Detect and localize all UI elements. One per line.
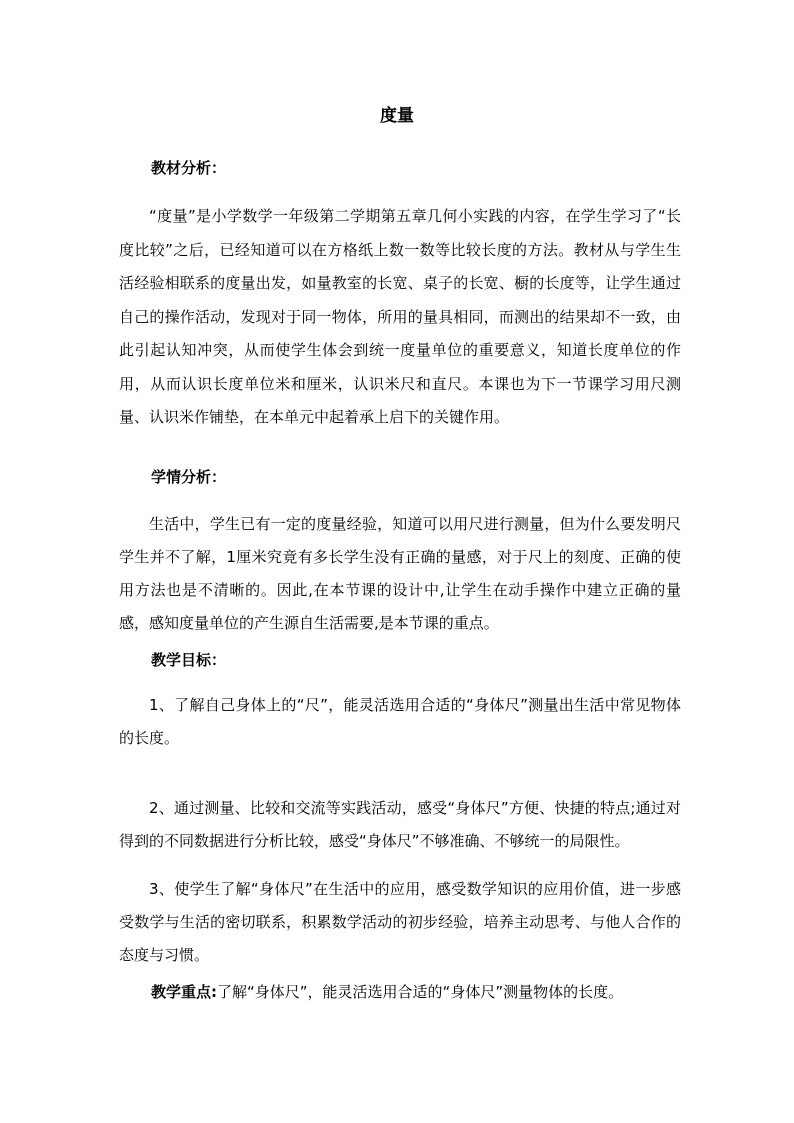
key-point-line [151, 981, 691, 1003]
teaching-goal-item-3: 3、使学生了解“身体尺”在生活中的应用，感受数学知识的应用价值，进一步感受数学与生活的密切联系，积累数学活动的初步经验，培养主动思考、与他人合作的态度与习惯。 [119, 880, 681, 964]
key-point-text: 了解“身体尺”，能灵活选用合适的“身体尺”测量物体的长度。 [217, 983, 624, 1001]
teaching-goals-heading: 教学目标： [151, 651, 227, 669]
material-analysis-heading: 教材分析： [151, 159, 227, 177]
teaching-goal-item-1: 1、了解自己身体上的“尺”，能灵活选用合适的“身体尺”测量出生活中常见物体的长度。 [119, 696, 681, 747]
student-analysis-paragraph: 生活中，学生已有一定的度量经验，知道可以用尺进行测量，但为什么要发明尺学生并不了解，1厘米究竟有多长学生没有正确的量感，对于尺上的刻度、正确的使用方法也是不清晰的。因此,在本节课的设计中,让学生在动手操作中建立正确的量感，感知度量单位的产生源自生活需要,是本节课的重点。 [119, 515, 681, 632]
key-point-label: 教学重点: [151, 983, 217, 1001]
page-title: 度量 [380, 106, 414, 126]
material-analysis-paragraph: “度量”是小学数学一年级第二学期第五章几何小实践的内容，在学生学习了“长度比较”之后，已经知道可以在方格纸上数一数等比较长度的方法。教材从与学生生活经验相联系的度量出发，如量教室的长宽、桌子的长宽、橱的长度等，让学生通过自己的操作活动，发现对于同一物体，所用的量具相同，而测出的结果却不一致，由此引起认知冲突，从而使学生体会到统一度量单位的重要意义，知道长度单位的作用，从而认识长度单位米和厘米，认识米尺和直尺。本课也为下一节课学习用尺测量、认识米作铺垫，在本单元中起着承上启下的关键作用。 [119, 207, 681, 426]
student-analysis-heading: 学情分析： [151, 468, 227, 486]
teaching-goal-item-2: 2、通过测量、比较和交流等实践活动，感受“身体尺”方便、快捷的特点;通过对得到的不同数据进行分析比较，感受“身体尺”不够准确、不够统一的局限性。 [119, 799, 681, 850]
